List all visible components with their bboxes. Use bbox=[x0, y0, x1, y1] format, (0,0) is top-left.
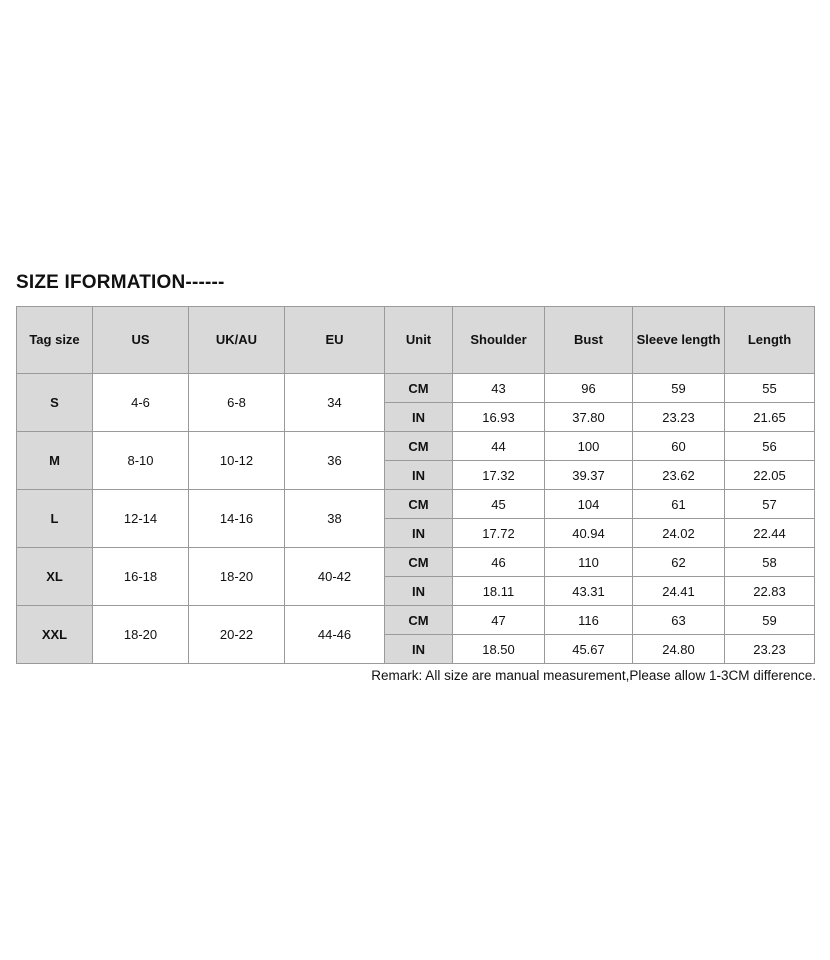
column-header-us: US bbox=[93, 307, 189, 374]
column-header-unit: Unit bbox=[385, 307, 453, 374]
cell-bust: 110 bbox=[545, 548, 633, 577]
cell-bust: 116 bbox=[545, 606, 633, 635]
cell-length: 57 bbox=[725, 490, 815, 519]
cell-shoulder: 43 bbox=[453, 374, 545, 403]
column-header-bust: Bust bbox=[545, 307, 633, 374]
cell-tag-size: XL bbox=[17, 548, 93, 606]
size-table-container bbox=[16, 306, 814, 664]
cell-bust: 104 bbox=[545, 490, 633, 519]
cell-shoulder: 45 bbox=[453, 490, 545, 519]
cell-shoulder: 17.32 bbox=[453, 461, 545, 490]
cell-sleeve-length: 23.62 bbox=[633, 461, 725, 490]
cell-uk-au: 18-20 bbox=[189, 548, 285, 606]
cell-sleeve-length: 24.80 bbox=[633, 635, 725, 664]
cell-shoulder: 46 bbox=[453, 548, 545, 577]
cell-eu: 38 bbox=[285, 490, 385, 548]
cell-eu: 40-42 bbox=[285, 548, 385, 606]
cell-bust: 100 bbox=[545, 432, 633, 461]
cell-unit: CM bbox=[385, 490, 453, 519]
cell-eu: 34 bbox=[285, 374, 385, 432]
cell-sleeve-length: 61 bbox=[633, 490, 725, 519]
cell-us: 8-10 bbox=[93, 432, 189, 490]
cell-bust: 40.94 bbox=[545, 519, 633, 548]
measurement-remark: Remark: All size are manual measurement,Please allow 1-3CM difference. bbox=[371, 668, 816, 683]
cell-length: 55 bbox=[725, 374, 815, 403]
cell-us: 4-6 bbox=[93, 374, 189, 432]
cell-eu: 36 bbox=[285, 432, 385, 490]
table-body bbox=[17, 374, 815, 664]
column-header-sleeve-length: Sleeve length bbox=[633, 307, 725, 374]
cell-shoulder: 47 bbox=[453, 606, 545, 635]
cell-sleeve-length: 24.41 bbox=[633, 577, 725, 606]
cell-shoulder: 17.72 bbox=[453, 519, 545, 548]
cell-unit: IN bbox=[385, 461, 453, 490]
cell-shoulder: 44 bbox=[453, 432, 545, 461]
cell-length: 23.23 bbox=[725, 635, 815, 664]
cell-unit: CM bbox=[385, 606, 453, 635]
cell-sleeve-length: 59 bbox=[633, 374, 725, 403]
cell-sleeve-length: 62 bbox=[633, 548, 725, 577]
cell-tag-size: L bbox=[17, 490, 93, 548]
cell-shoulder: 18.11 bbox=[453, 577, 545, 606]
cell-sleeve-length: 24.02 bbox=[633, 519, 725, 548]
table-header-row bbox=[17, 307, 815, 374]
table-header bbox=[17, 307, 815, 374]
cell-sleeve-length: 23.23 bbox=[633, 403, 725, 432]
cell-bust: 39.37 bbox=[545, 461, 633, 490]
column-header-shoulder: Shoulder bbox=[453, 307, 545, 374]
cell-bust: 37.80 bbox=[545, 403, 633, 432]
column-header-length: Length bbox=[725, 307, 815, 374]
cell-eu: 44-46 bbox=[285, 606, 385, 664]
cell-length: 59 bbox=[725, 606, 815, 635]
cell-sleeve-length: 63 bbox=[633, 606, 725, 635]
cell-length: 22.83 bbox=[725, 577, 815, 606]
table-row bbox=[17, 606, 815, 635]
cell-unit: IN bbox=[385, 577, 453, 606]
cell-us: 16-18 bbox=[93, 548, 189, 606]
cell-unit: IN bbox=[385, 635, 453, 664]
table-row bbox=[17, 432, 815, 461]
table-row bbox=[17, 548, 815, 577]
cell-tag-size: XXL bbox=[17, 606, 93, 664]
cell-length: 21.65 bbox=[725, 403, 815, 432]
column-header-eu: EU bbox=[285, 307, 385, 374]
cell-tag-size: M bbox=[17, 432, 93, 490]
cell-sleeve-length: 60 bbox=[633, 432, 725, 461]
cell-unit: CM bbox=[385, 374, 453, 403]
cell-bust: 96 bbox=[545, 374, 633, 403]
cell-bust: 45.67 bbox=[545, 635, 633, 664]
table-row bbox=[17, 374, 815, 403]
cell-tag-size: S bbox=[17, 374, 93, 432]
cell-uk-au: 10-12 bbox=[189, 432, 285, 490]
cell-unit: IN bbox=[385, 519, 453, 548]
page-title: SIZE IFORMATION------ bbox=[16, 272, 225, 293]
size-information-table bbox=[16, 306, 815, 664]
column-header-uk-au: UK/AU bbox=[189, 307, 285, 374]
table-row bbox=[17, 490, 815, 519]
cell-unit: IN bbox=[385, 403, 453, 432]
cell-length: 22.05 bbox=[725, 461, 815, 490]
column-header-tag-size: Tag size bbox=[17, 307, 93, 374]
cell-us: 12-14 bbox=[93, 490, 189, 548]
cell-length: 56 bbox=[725, 432, 815, 461]
cell-length: 22.44 bbox=[725, 519, 815, 548]
cell-us: 18-20 bbox=[93, 606, 189, 664]
cell-bust: 43.31 bbox=[545, 577, 633, 606]
cell-uk-au: 6-8 bbox=[189, 374, 285, 432]
cell-uk-au: 14-16 bbox=[189, 490, 285, 548]
cell-shoulder: 18.50 bbox=[453, 635, 545, 664]
cell-uk-au: 20-22 bbox=[189, 606, 285, 664]
cell-shoulder: 16.93 bbox=[453, 403, 545, 432]
cell-unit: CM bbox=[385, 548, 453, 577]
cell-unit: CM bbox=[385, 432, 453, 461]
cell-length: 58 bbox=[725, 548, 815, 577]
